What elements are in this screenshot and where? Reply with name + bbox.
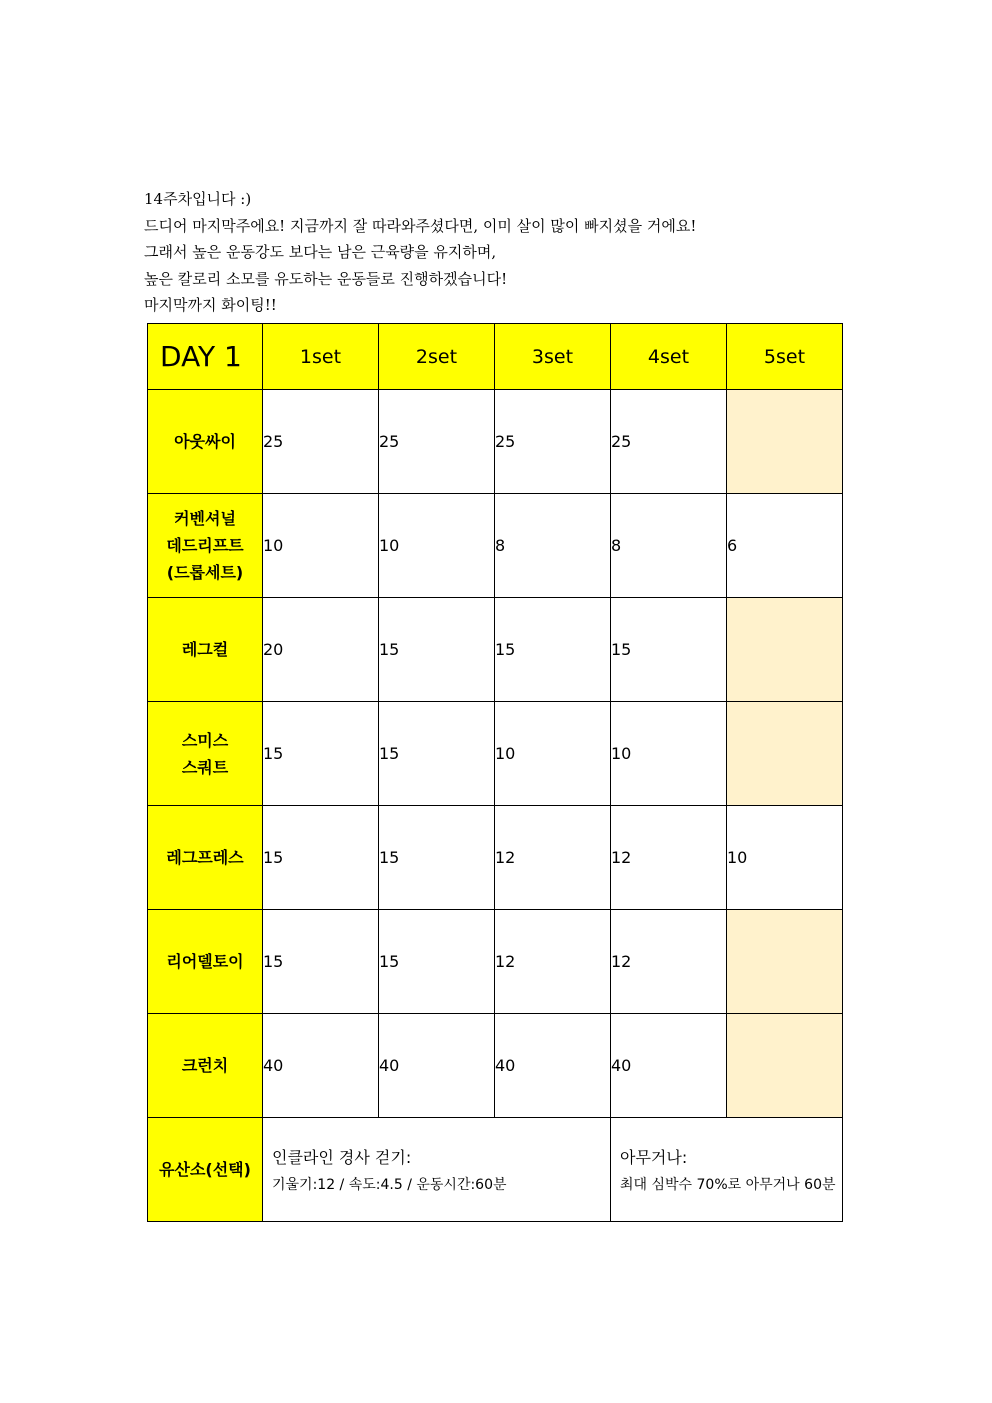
set-reps-cell: 15: [379, 910, 495, 1014]
set-reps-cell: 12: [611, 910, 727, 1014]
intro-line: 14주차입니다 :): [144, 190, 252, 208]
intro-line: 드디어 마지막주에요! 지금까지 잘 따라와주셨다면, 이미 살이 많이 빠지셨을 거에요!: [144, 216, 697, 235]
set-reps-cell: 40: [379, 1014, 495, 1118]
exercise-name: [148, 598, 263, 702]
set-reps-cell: 12: [495, 806, 611, 910]
exercise-name-line: 레그프레스: [166, 848, 244, 867]
set-reps-cell: 40: [263, 1014, 379, 1118]
day-label: DAY 1: [148, 324, 263, 390]
cardio-option-detail: 기울기:12 / 속도:4.5 / 운동시간:60분: [272, 1177, 507, 1193]
set-reps-cell: 10: [611, 702, 727, 806]
set-reps-cell: [727, 598, 843, 702]
intro-line: 그래서 높은 운동강도 보다는 남은 근육량을 유지하며,: [144, 243, 497, 261]
exercise-row: [148, 494, 843, 598]
exercise-name: [148, 1014, 263, 1118]
workout-table: [147, 323, 843, 1222]
exercise-row: [148, 806, 843, 910]
set-reps-cell: 8: [611, 494, 727, 598]
exercise-row: [148, 702, 843, 806]
exercise-row: [148, 390, 843, 494]
set-reps-cell: 15: [379, 702, 495, 806]
exercise-row: [148, 598, 843, 702]
set-reps-cell: 15: [263, 806, 379, 910]
set-reps-cell: 25: [263, 390, 379, 494]
table-header-row: [148, 324, 843, 390]
cardio-option-title: 인클라인 경사 걷기:: [272, 1148, 412, 1167]
set-reps-cell: 15: [263, 702, 379, 806]
exercise-name-line: 레그컬: [181, 640, 229, 659]
cardio-label: 유산소(선택): [148, 1118, 263, 1222]
set-reps-cell: 15: [611, 598, 727, 702]
exercise-name-line: (드롭세트): [166, 563, 244, 582]
set-reps-cell: 25: [495, 390, 611, 494]
exercise-name: [148, 910, 263, 1014]
exercise-name-line: 리어델토이: [166, 952, 244, 971]
cardio-option-incline-walk: [263, 1118, 611, 1222]
set-reps-cell: [727, 702, 843, 806]
set-reps-cell: 10: [495, 702, 611, 806]
set-reps-cell: 40: [611, 1014, 727, 1118]
cardio-row: [148, 1118, 843, 1222]
set-header: 1set: [263, 324, 379, 390]
cardio-option-detail: 최대 심박수 70%로 아무거나 60분: [620, 1177, 836, 1193]
set-reps-cell: 25: [611, 390, 727, 494]
set-reps-cell: 15: [495, 598, 611, 702]
set-reps-cell: 12: [495, 910, 611, 1014]
cardio-option-anything: [611, 1118, 843, 1222]
set-reps-cell: 15: [263, 910, 379, 1014]
set-reps-cell: 25: [379, 390, 495, 494]
exercise-name: [148, 702, 263, 806]
exercise-name-line: 스쿼트: [181, 757, 229, 777]
set-reps-cell: [727, 1014, 843, 1118]
exercise-name: [148, 806, 263, 910]
set-reps-cell: 20: [263, 598, 379, 702]
set-reps-cell: 40: [495, 1014, 611, 1118]
exercise-name-line: 크런치: [181, 1056, 229, 1075]
set-reps-cell: 15: [379, 598, 495, 702]
set-reps-cell: 8: [495, 494, 611, 598]
cardio-option-title: 아무거나:: [620, 1148, 688, 1167]
exercise-name-line: 아웃싸이: [174, 432, 236, 451]
set-reps-cell: [727, 910, 843, 1014]
set-header: 2set: [379, 324, 495, 390]
exercise-name-line: 커벤셔널: [174, 509, 236, 528]
intro-line: 높은 칼로리 소모를 유도하는 운동들로 진행하겠습니다!: [144, 269, 508, 288]
set-reps-cell: 6: [727, 494, 843, 598]
set-header: 4set: [611, 324, 727, 390]
set-reps-cell: 10: [379, 494, 495, 598]
set-reps-cell: 15: [379, 806, 495, 910]
set-reps-cell: 12: [611, 806, 727, 910]
exercise-name: [148, 494, 263, 598]
set-header: 5set: [727, 324, 843, 390]
exercise-name-line: 스미스: [181, 730, 229, 750]
set-header: 3set: [495, 324, 611, 390]
intro-text: [144, 186, 864, 319]
exercise-row: [148, 910, 843, 1014]
intro-line: 마지막까지 화이팅!!: [144, 296, 277, 314]
set-reps-cell: 10: [263, 494, 379, 598]
set-reps-cell: [727, 390, 843, 494]
exercise-name: [148, 390, 263, 494]
set-reps-cell: 10: [727, 806, 843, 910]
exercise-row: [148, 1014, 843, 1118]
exercise-name-line: 데드리프트: [166, 536, 244, 555]
